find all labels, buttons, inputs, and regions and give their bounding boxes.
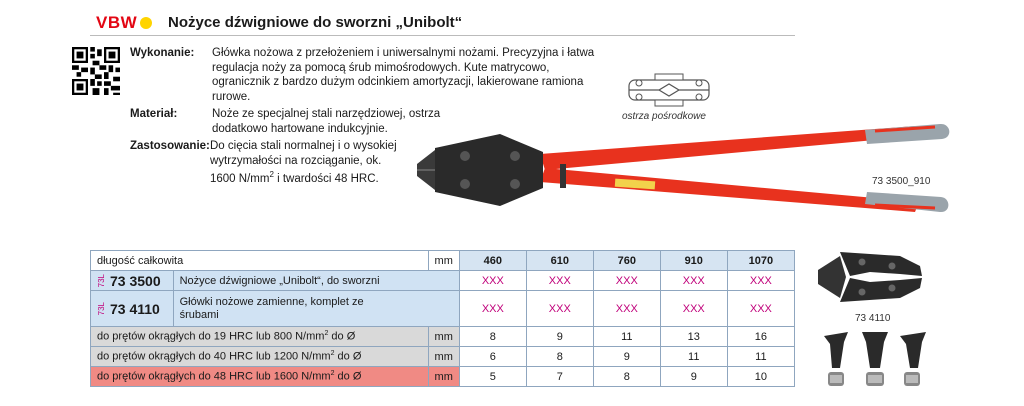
capacity-cell: 8 xyxy=(459,327,526,347)
spec-label: Wykonanie: xyxy=(130,47,195,59)
qr-code-icon[interactable] xyxy=(72,47,120,95)
cutter-head-image xyxy=(810,246,925,308)
capacity-cell: 6 xyxy=(459,347,526,367)
size-col-910: 910 xyxy=(660,251,727,271)
capacity-cell: 5 xyxy=(459,367,526,387)
brand-dot-icon xyxy=(140,17,152,29)
capacity-label: do prętów okrągłych do 19 HRC lub 800 $N/mm^2$ do Ø xyxy=(91,327,429,347)
capacity-label: do prętów okrągłych do 40 HRC lub 1200 $N/mm^2$ do Ø xyxy=(91,347,429,367)
page-header xyxy=(90,10,795,36)
product-code: 73 4110 xyxy=(110,300,160,317)
product-code-cell: 73L 73 4110 xyxy=(91,291,174,327)
spec-text: Do cięcia stali normalnej i o wysokiej wytrzymałości na rozciąganie, ok. 1600 $N/mm^2$ i twardości 48 HRC. xyxy=(210,140,397,185)
screw-set-image xyxy=(820,328,930,398)
unit-label: mm xyxy=(428,367,459,387)
product-code-cell: 73L 73 3500 xyxy=(91,271,174,291)
spec-text: Noże ze specjalnej stali narzędziowej, ostrza dodatkowo hartowane indukcyjnie. xyxy=(212,108,441,135)
price-cell: XXX xyxy=(727,271,794,291)
bolt-cutter-caption: 73 3500_910 xyxy=(872,176,931,187)
table-header-row xyxy=(91,251,795,271)
spec-table xyxy=(90,250,795,387)
size-col-460: 460 xyxy=(459,251,526,271)
price-cell: XXX xyxy=(660,291,727,327)
capacity-cell: 16 xyxy=(727,327,794,347)
unit-label: mm xyxy=(428,327,459,347)
capacity-cell: 9 xyxy=(593,347,660,367)
length-label: długość całkowita xyxy=(91,251,429,271)
product-code: 73 3500 xyxy=(110,272,161,289)
product-name: Główki nożowe zamienne, komplet ze śrubami xyxy=(173,291,459,327)
spec-label: Zastosowanie: xyxy=(130,140,210,152)
cutter-head-caption: 73 4110 xyxy=(855,313,891,324)
brand-logo: VBW xyxy=(96,13,138,32)
capacity-cell: 11 xyxy=(593,327,660,347)
blade-edge-caption: ostrza pośrodkowe xyxy=(622,111,706,122)
price-cell: XXX xyxy=(593,271,660,291)
table-row xyxy=(91,327,795,347)
capacity-cell: 9 xyxy=(660,367,727,387)
price-cell: XXX xyxy=(459,291,526,327)
capacity-cell: 13 xyxy=(660,327,727,347)
table-row xyxy=(91,271,795,291)
size-col-610: 610 xyxy=(526,251,593,271)
price-cell: XXX xyxy=(526,291,593,327)
price-cell: XXX xyxy=(727,291,794,327)
capacity-label: do prętów okrągłych do 48 HRC lub 1600 $N/mm^2$ do Ø xyxy=(91,367,429,387)
capacity-cell: 8 xyxy=(593,367,660,387)
capacity-cell: 10 xyxy=(727,367,794,387)
spec-text: Główka nożowa z przełożeniem i uniwersalnymi nożami. Precyzyjna i łatwa regulacja noży za pomocą śrub mimośrodowych. Kute matrycowo, ogranicznik z bardzo dużym odcinkiem amortyzacji, lakierowane ramiona rurowe. xyxy=(212,47,595,103)
capacity-cell: 9 xyxy=(526,327,593,347)
price-cell: XXX xyxy=(593,291,660,327)
bolt-cutter-image xyxy=(395,112,965,237)
blade-edge-diagram xyxy=(625,72,713,108)
price-cell: XXX xyxy=(459,271,526,291)
price-cell: XXX xyxy=(526,271,593,291)
unit-label: mm xyxy=(428,251,459,271)
size-col-760: 760 xyxy=(593,251,660,271)
capacity-cell: 11 xyxy=(660,347,727,367)
size-col-1070: 1070 xyxy=(727,251,794,271)
capacity-cell: 11 xyxy=(727,347,794,367)
table-row xyxy=(91,367,795,387)
product-name: Nożyce dźwigniowe „Unibolt“, do sworzni xyxy=(173,271,459,291)
spec-row-construction xyxy=(130,46,597,104)
capacity-cell: 7 xyxy=(526,367,593,387)
table-row xyxy=(91,347,795,367)
table-row xyxy=(91,291,795,327)
unit-label: mm xyxy=(428,347,459,367)
capacity-cell: 8 xyxy=(526,347,593,367)
spec-label: Materiał: xyxy=(130,108,178,120)
price-cell: XXX xyxy=(660,271,727,291)
page-title: Nożyce dźwigniowe do sworzni „Unibolt“ xyxy=(168,14,463,31)
